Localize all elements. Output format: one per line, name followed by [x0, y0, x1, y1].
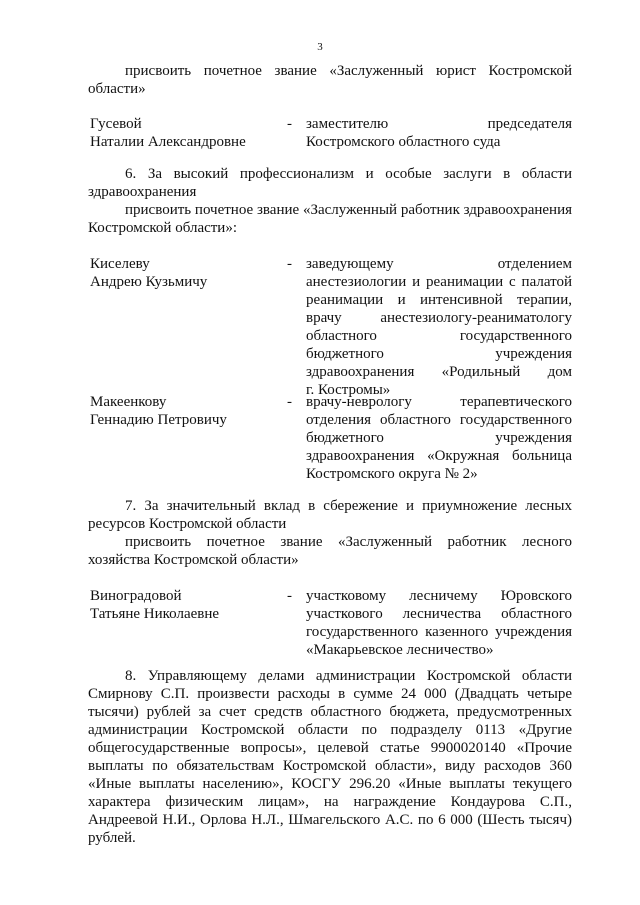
- award-title-healthcare: присвоить почетное звание «Заслуженный работник здравоохранения Костромской области»:: [88, 202, 572, 236]
- position-line: реанимации и интенсивной терапии,: [306, 292, 572, 308]
- awardee-position: [306, 255, 572, 399]
- award-title-lawyer: присвоить почетное звание «Заслуженный юрист Костромской области»: [88, 63, 572, 97]
- awardee-given-name: Татьяне Николаевне: [90, 606, 220, 622]
- position-line: государственного казенного учреждения: [306, 624, 572, 640]
- awardee-surname: Макеенкову: [90, 394, 167, 410]
- awardee-given-name: Геннадию Петровичу: [90, 412, 227, 428]
- dash-separator: -: [287, 116, 292, 132]
- awardee-surname: Гусевой: [90, 116, 142, 132]
- position-line: заведующему отделением: [306, 256, 572, 272]
- position-line: анестезиологии и реанимации с палатой: [306, 274, 572, 290]
- section-8-paragraph: 8. Управляющему делами администрации Костромской области Смирнову С.П. произвести расходы в сумме 24 000 (Двадцать четыре тысячи) рублей за счет средств областного бюджета, предусмотренных администрации Костромской области по подразделу 0113 «Другие общегосударственные вопросы», целевой статье 9900020140 «Прочие выплаты по обязательствам Костромской области», виду расходов 360 «Иные выплаты населению», КОСГУ 296.20 «Иные выплаты текущего характера физическим лицам», на награждение Кондаурова С.П., Андреевой Н.И., Орлова Н.Л., Шмагельского А.С. по 6 000 (Шесть тысяч) рублей.: [88, 668, 572, 846]
- position-line: областного государственного: [306, 328, 572, 344]
- dash-separator: -: [287, 588, 292, 604]
- position-line: врачу-неврологу терапевтического: [306, 394, 572, 410]
- position-line: г. Костромы»: [306, 382, 391, 398]
- position-line: здравоохранения «Родильный дом: [306, 364, 572, 380]
- dash-separator: -: [287, 256, 292, 272]
- position-line: участковому лесничему Юровского: [306, 588, 572, 604]
- page-number: 3: [317, 41, 323, 53]
- position-line: отделения областного государственного: [306, 412, 572, 428]
- awardee-name: [90, 115, 290, 151]
- awardee-position: [306, 587, 572, 659]
- awardee-given-name: Андрею Кузьмичу: [90, 274, 208, 290]
- position-line: «Макарьевское лесничество»: [306, 642, 494, 658]
- position-line: участкового лесничества областного: [306, 606, 572, 622]
- position-line: бюджетного учреждения: [306, 430, 572, 446]
- awardee-position: [306, 115, 572, 151]
- award-title-forestry: присвоить почетное звание «Заслуженный работник лесного хозяйства Костромской области»: [88, 534, 572, 568]
- dash-separator: -: [287, 394, 292, 410]
- position-line: Костромского округа № 2»: [306, 466, 478, 482]
- awardee-position: [306, 393, 572, 483]
- awardee-name: [90, 587, 290, 623]
- position-line: Костромского областного суда: [306, 134, 501, 150]
- awardee-name: [90, 255, 290, 291]
- section-7-heading: 7. За значительный вклад в сбережение и приумножение лесных ресурсов Костромской области: [88, 498, 572, 532]
- position-line: здравоохранения «Окружная больница: [306, 448, 572, 464]
- awardee-surname: Виноградовой: [90, 588, 182, 604]
- section-6-heading: 6. За высокий профессионализм и особые заслуги в области здравоохранения: [88, 166, 572, 200]
- awardee-name: [90, 393, 290, 429]
- position-line: бюджетного учреждения: [306, 346, 572, 362]
- position-line: врачу анестезиологу-реаниматологу: [306, 310, 572, 326]
- awardee-given-name: Наталии Александровне: [90, 134, 246, 150]
- awardee-surname: Киселеву: [90, 256, 150, 272]
- position-line: заместителю председателя: [306, 116, 572, 132]
